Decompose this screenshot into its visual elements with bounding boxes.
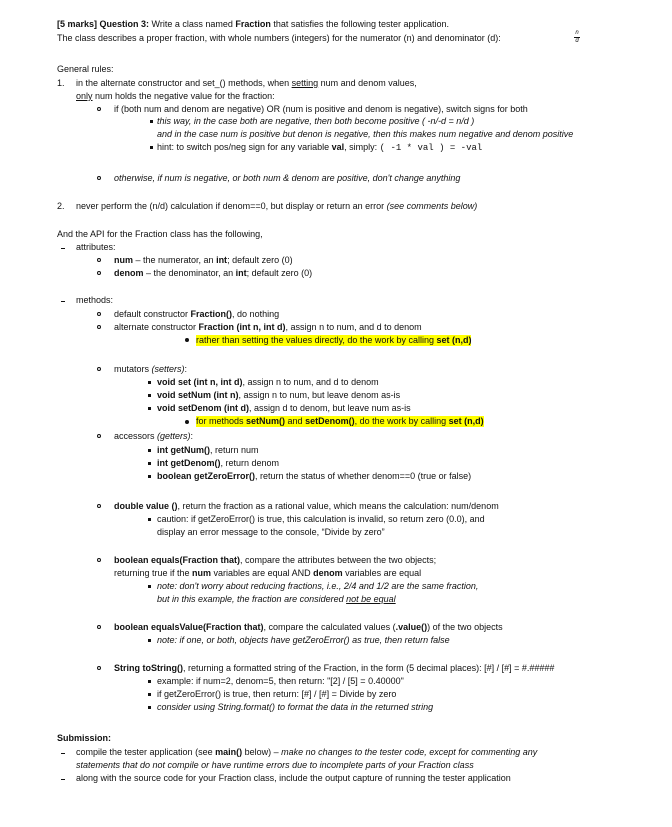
circle-bullet	[97, 271, 101, 275]
circle-bullet	[97, 176, 101, 180]
equalsvalue-note: note: if one, or both, objects have getZeroError() as true, then return false	[157, 635, 450, 645]
square-bullet	[148, 381, 151, 384]
submission-source: along with the source code for your Fraction class, include the output capture of running the tester application	[76, 773, 511, 783]
square-bullet	[148, 394, 151, 397]
circle-bullet	[97, 258, 101, 262]
submission-title: Submission:	[57, 733, 112, 743]
square-bullet	[148, 639, 151, 642]
circle-bullet	[97, 666, 101, 670]
attribute-denom: denom – the denominator, an int; default zero (0)	[114, 268, 313, 278]
circle-bullet	[97, 312, 101, 316]
dash-bullet	[61, 301, 65, 302]
hint-code: ( -1 * val ) = -val	[379, 143, 483, 153]
mutator-setdenom: void setDenom (int d), assign d to denom, but leave num as-is	[157, 403, 411, 413]
circle-bullet	[97, 367, 101, 371]
equals-note: note: don't worry about reducing fractions, i.e., 2/4 and 1/2 are the same fraction,	[157, 581, 479, 591]
tostring-example: example: if num=2, denom=5, then return: "[2] / [5] = 0.40000"	[157, 676, 404, 686]
square-bullet	[148, 693, 151, 696]
circle-bullet	[97, 325, 101, 329]
square-bullet	[148, 475, 151, 478]
square-bullet	[148, 706, 151, 709]
dash-bullet	[61, 753, 65, 754]
rule-1: in the alternate constructor and set_() methods, when setting num and denom values,	[76, 78, 417, 88]
attributes-title: attributes:	[76, 242, 116, 252]
tostring-zero-error: if getZeroError() is true, then return: [#] / [#] = Divide by zero	[157, 689, 397, 699]
equals-note-cont: but in this example, the fraction are considered not be equal	[157, 594, 396, 604]
square-bullet	[150, 120, 153, 123]
square-bullet	[148, 585, 151, 588]
rule-1-number: 1.	[57, 78, 65, 88]
equals-desc: returning true if the num variables are equal AND denom variables are equal	[114, 568, 422, 578]
dash-bullet	[61, 248, 65, 249]
general-rules-title: General rules:	[57, 64, 114, 74]
value-caution-cont: display an error message to the console, “Divide by zero”	[157, 527, 385, 537]
fraction-numerator: n	[575, 30, 579, 36]
mutators-title: mutators (setters):	[114, 364, 188, 374]
fraction-denominator: d	[575, 38, 579, 44]
methods-title: methods:	[76, 295, 114, 305]
square-bullet	[150, 146, 153, 149]
square-bullet	[148, 449, 151, 452]
value-caution: caution: if getZeroError() is true, this calculation is invalid, so return zero (0.0), and	[157, 514, 485, 524]
accessors-title: accessors (getters):	[114, 431, 194, 441]
circle-bullet	[97, 434, 101, 438]
dot-bullet	[185, 420, 189, 424]
rule-2: never perform the (n/d) calculation if denom==0, but display or return an error (see comments below)	[76, 201, 478, 211]
method-default-constructor: default constructor Fraction(), do nothing	[114, 309, 280, 319]
class-description: The class describes a proper fraction, with whole numbers (integers) for the numerator (n) and denominator (d):	[57, 33, 501, 43]
method-alt-constructor: alternate constructor Fraction (int n, int d), assign n to num, and d to denom	[114, 322, 422, 332]
accessor-getdenom: int getDenom(), return denom	[157, 458, 280, 468]
submission-compile: compile the tester application (see main() below) – make no changes to the tester code, except for commenting any	[76, 747, 538, 757]
circle-bullet	[97, 504, 101, 508]
accessor-getzeroerror: boolean getZeroError(), return the status of whether denom==0 (true or false)	[157, 471, 472, 481]
method-tostring: String toString(), returning a formatted string of the Fraction, in the form (5 decimal places): [#] / [#] = #.#####	[114, 663, 555, 673]
rule-1-sign-switch: if (both num and denom are negative) OR (num is positive and denom is negative), switch signs for both	[114, 104, 528, 114]
method-equalsvalue: boolean equalsValue(Fraction that), compare the calculated values (.value()) of the two objects	[114, 622, 503, 632]
square-bullet	[148, 407, 151, 410]
accessor-getnum: int getNum(), return num	[157, 445, 259, 455]
rule-1-num-negative: and in the case num is positive but denon is negative, then this makes num negative and denom positive	[157, 129, 574, 139]
dot-bullet	[185, 338, 189, 342]
method-value: double value (), return the fraction as a rational value, which means the calculation: num/denom	[114, 501, 499, 511]
api-intro: And the API for the Fraction class has the following,	[57, 229, 263, 239]
class-name: Fraction	[235, 19, 271, 29]
circle-bullet	[97, 625, 101, 629]
circle-bullet	[97, 107, 101, 111]
mutator-setnum: void setNum (int n), assign n to num, but leave denom as-is	[157, 390, 401, 400]
rule-2-number: 2.	[57, 201, 65, 211]
mutator-set: void set (int n, int d), assign n to num, and d to denom	[157, 377, 379, 387]
submission-compile-cont: statements that do not compile or have runtime errors due to incomplete parts of your Fraction class	[76, 760, 474, 770]
mutators-note: for methods setNum() and setDenom(), do the work by calling set (n,d)	[196, 416, 484, 426]
rule-1-otherwise: otherwise, if num is negative, or both num & denom are positive, don't change anything	[114, 173, 461, 183]
square-bullet	[148, 462, 151, 465]
method-equals: boolean equals(Fraction that), compare the attributes between the two objects;	[114, 555, 437, 565]
question-heading: [5 marks] Question 3: Write a class named Fraction that satisfies the following tester application.	[57, 19, 450, 29]
square-bullet	[148, 680, 151, 683]
marks-label: [5 marks] Question 3:	[57, 19, 150, 29]
dash-bullet	[61, 779, 65, 780]
attribute-num: num – the numerator, an int; default zero (0)	[114, 255, 293, 265]
rule-1-hint: hint: to switch pos/neg sign for any variable val, simply: ( -1 * val ) = -val	[157, 142, 483, 153]
square-bullet	[148, 518, 151, 521]
circle-bullet	[97, 558, 101, 562]
rule-1-both-negative: this way, in the case both are negative, then both become positive ( -n/-d = n/d )	[157, 116, 475, 126]
rule-1-cont: only num holds the negative value for the fraction:	[76, 91, 275, 101]
tostring-format-tip: consider using String.format() to format the data in the returned string	[157, 702, 434, 712]
alt-constructor-note: rather than setting the values directly, do the work by calling set (n,d)	[196, 335, 472, 345]
